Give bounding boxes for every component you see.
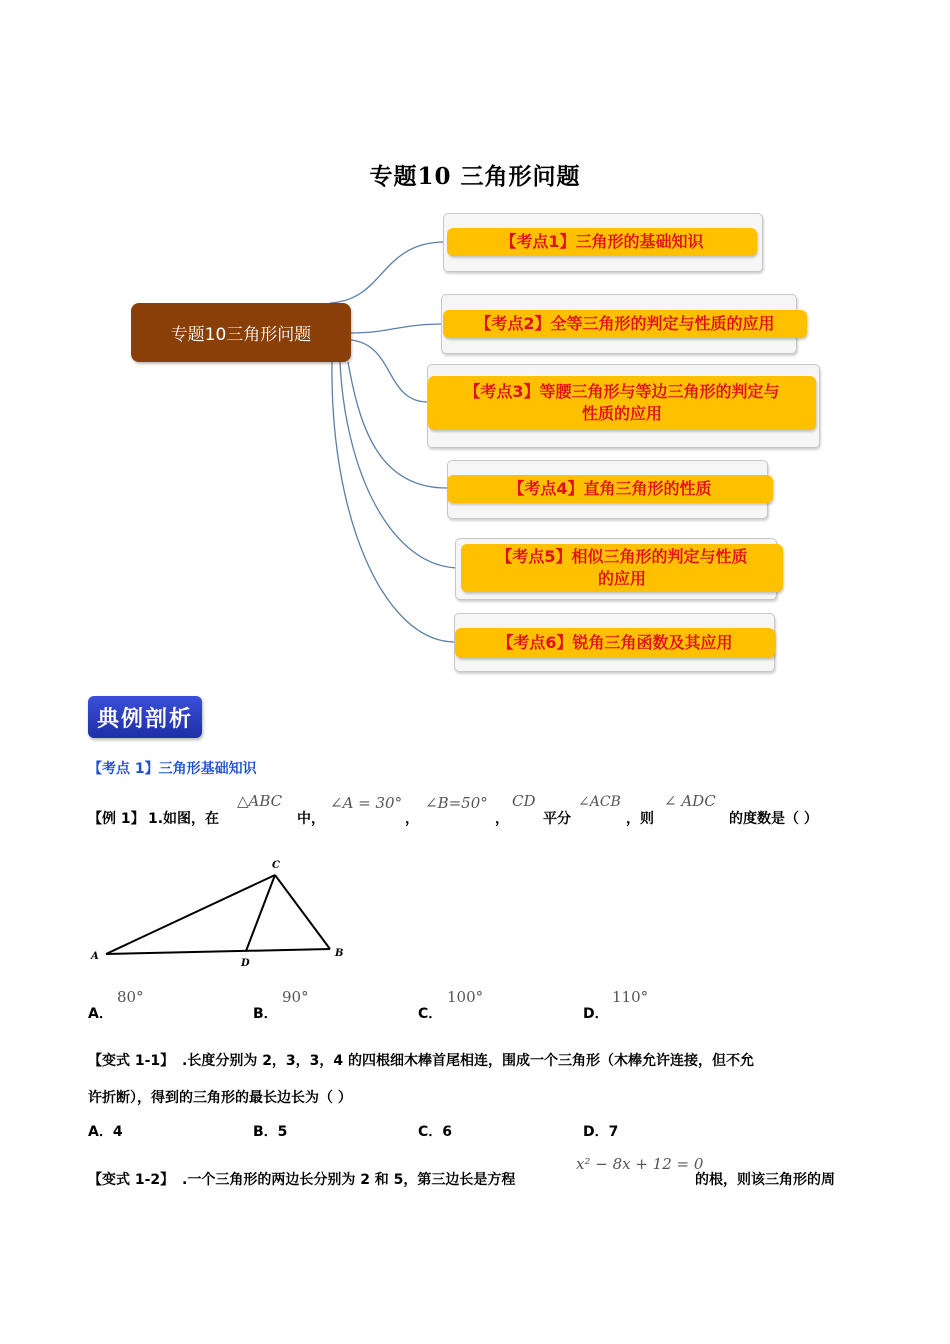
branch-topic-6 (455, 628, 775, 658)
vertex-label-b: B (335, 948, 344, 959)
variant-1-1-option-c: C．6 (418, 1124, 453, 1140)
example-mid-text-1: 中， (297, 811, 325, 827)
branch-topic-2 (443, 310, 807, 338)
comma-2: ， (495, 811, 509, 827)
topic-heading: 【考点 1】三角形基础知识 (88, 761, 257, 777)
variant-1-1-option-d: D．7 (583, 1124, 619, 1140)
variant-1-2-tail: 的根，则该三角形的周 (695, 1172, 835, 1188)
triangle-abc-formula: △ABC (237, 792, 283, 810)
branch-topic-5-line2: 的应用 (597, 569, 646, 588)
variant-1-1-label: 【变式 1-1】 (88, 1053, 175, 1069)
option-c-value: 100° (447, 988, 484, 1006)
vertex-label-c: C (272, 860, 280, 871)
angle-a-formula: ∠A = 30° (330, 794, 403, 812)
connector-2 (351, 324, 443, 333)
branch-topic-1-text: 【考点1】三角形的基础知识 (500, 232, 704, 251)
example-mid-text-2: 平分 (543, 811, 571, 827)
variant-1-1-option-a: A．4 (88, 1124, 123, 1140)
option-c-letter: C． (418, 1006, 443, 1022)
branch-topic-3-line2: 性质的应用 (581, 404, 662, 423)
example-mid-text-3: ，则 (626, 811, 654, 827)
branch-topic-4 (447, 475, 773, 503)
vertex-label-d: D (241, 958, 250, 969)
page-title: 专题10 三角形问题 (369, 163, 581, 190)
variant-1-1-option-b: B．5 (253, 1124, 288, 1140)
branch-topic-3 (428, 376, 816, 430)
option-d-value: 110° (612, 988, 649, 1006)
variant-1-2-label: 【变式 1-2】 (88, 1172, 175, 1188)
example-lead-text: 1.如图，在 (148, 811, 220, 827)
angle-adc-formula: ∠ ADC (664, 792, 716, 810)
angle-acb-formula: ∠ACB (578, 794, 621, 810)
option-d-letter: D． (583, 1006, 609, 1022)
connector-3 (351, 340, 428, 402)
side-bc (275, 875, 330, 949)
section-badge: 典例剖析 (88, 696, 202, 738)
branch-topic-1 (447, 228, 757, 256)
example-tail-text: 的度数是（ ） (729, 811, 818, 827)
side-ab (106, 949, 330, 954)
branch-topic-2-text: 【考点2】全等三角形的判定与性质的应用 (475, 314, 775, 333)
variant-1-1-line2: 许折断），得到的三角形的最长边长为（ ） (88, 1090, 352, 1106)
branch-topic-6-text: 【考点6】锐角三角函数及其应用 (497, 633, 733, 652)
variant-1-1-line1: .长度分别为 2，3，3，4 的四根细木棒首尾相连，围成一个三角形（木棒允许连接，但不允 (182, 1053, 755, 1069)
option-a-letter: A． (88, 1006, 113, 1022)
branch-topic-5-line1: 【考点5】相似三角形的判定与性质 (496, 547, 748, 566)
triangle-figure (80, 855, 360, 975)
mindmap-root: 专题10三角形问题 (131, 303, 351, 362)
branch-topic-4-text: 【考点4】直角三角形的性质 (508, 479, 712, 498)
option-a-value: 80° (117, 988, 144, 1006)
option-b-value: 90° (282, 988, 309, 1006)
connector-1 (330, 242, 445, 303)
quadratic-equation: x² − 8x + 12 = 0 (576, 1155, 704, 1173)
branch-topic-5 (461, 544, 783, 592)
example-label: 【例 1】 (88, 811, 145, 827)
comma-1: ， (405, 811, 419, 827)
cd-formula: CD (512, 792, 536, 810)
variant-1-2-lead: .一个三角形的两边长分别为 2 和 5，第三边长是方程 (182, 1172, 516, 1188)
option-b-letter: B． (253, 1006, 278, 1022)
vertex-label-a: A (91, 951, 99, 962)
angle-b-formula: ∠B=50° (425, 794, 488, 812)
branch-topic-3-line1: 【考点3】等腰三角形与等边三角形的判定与 (464, 382, 780, 401)
